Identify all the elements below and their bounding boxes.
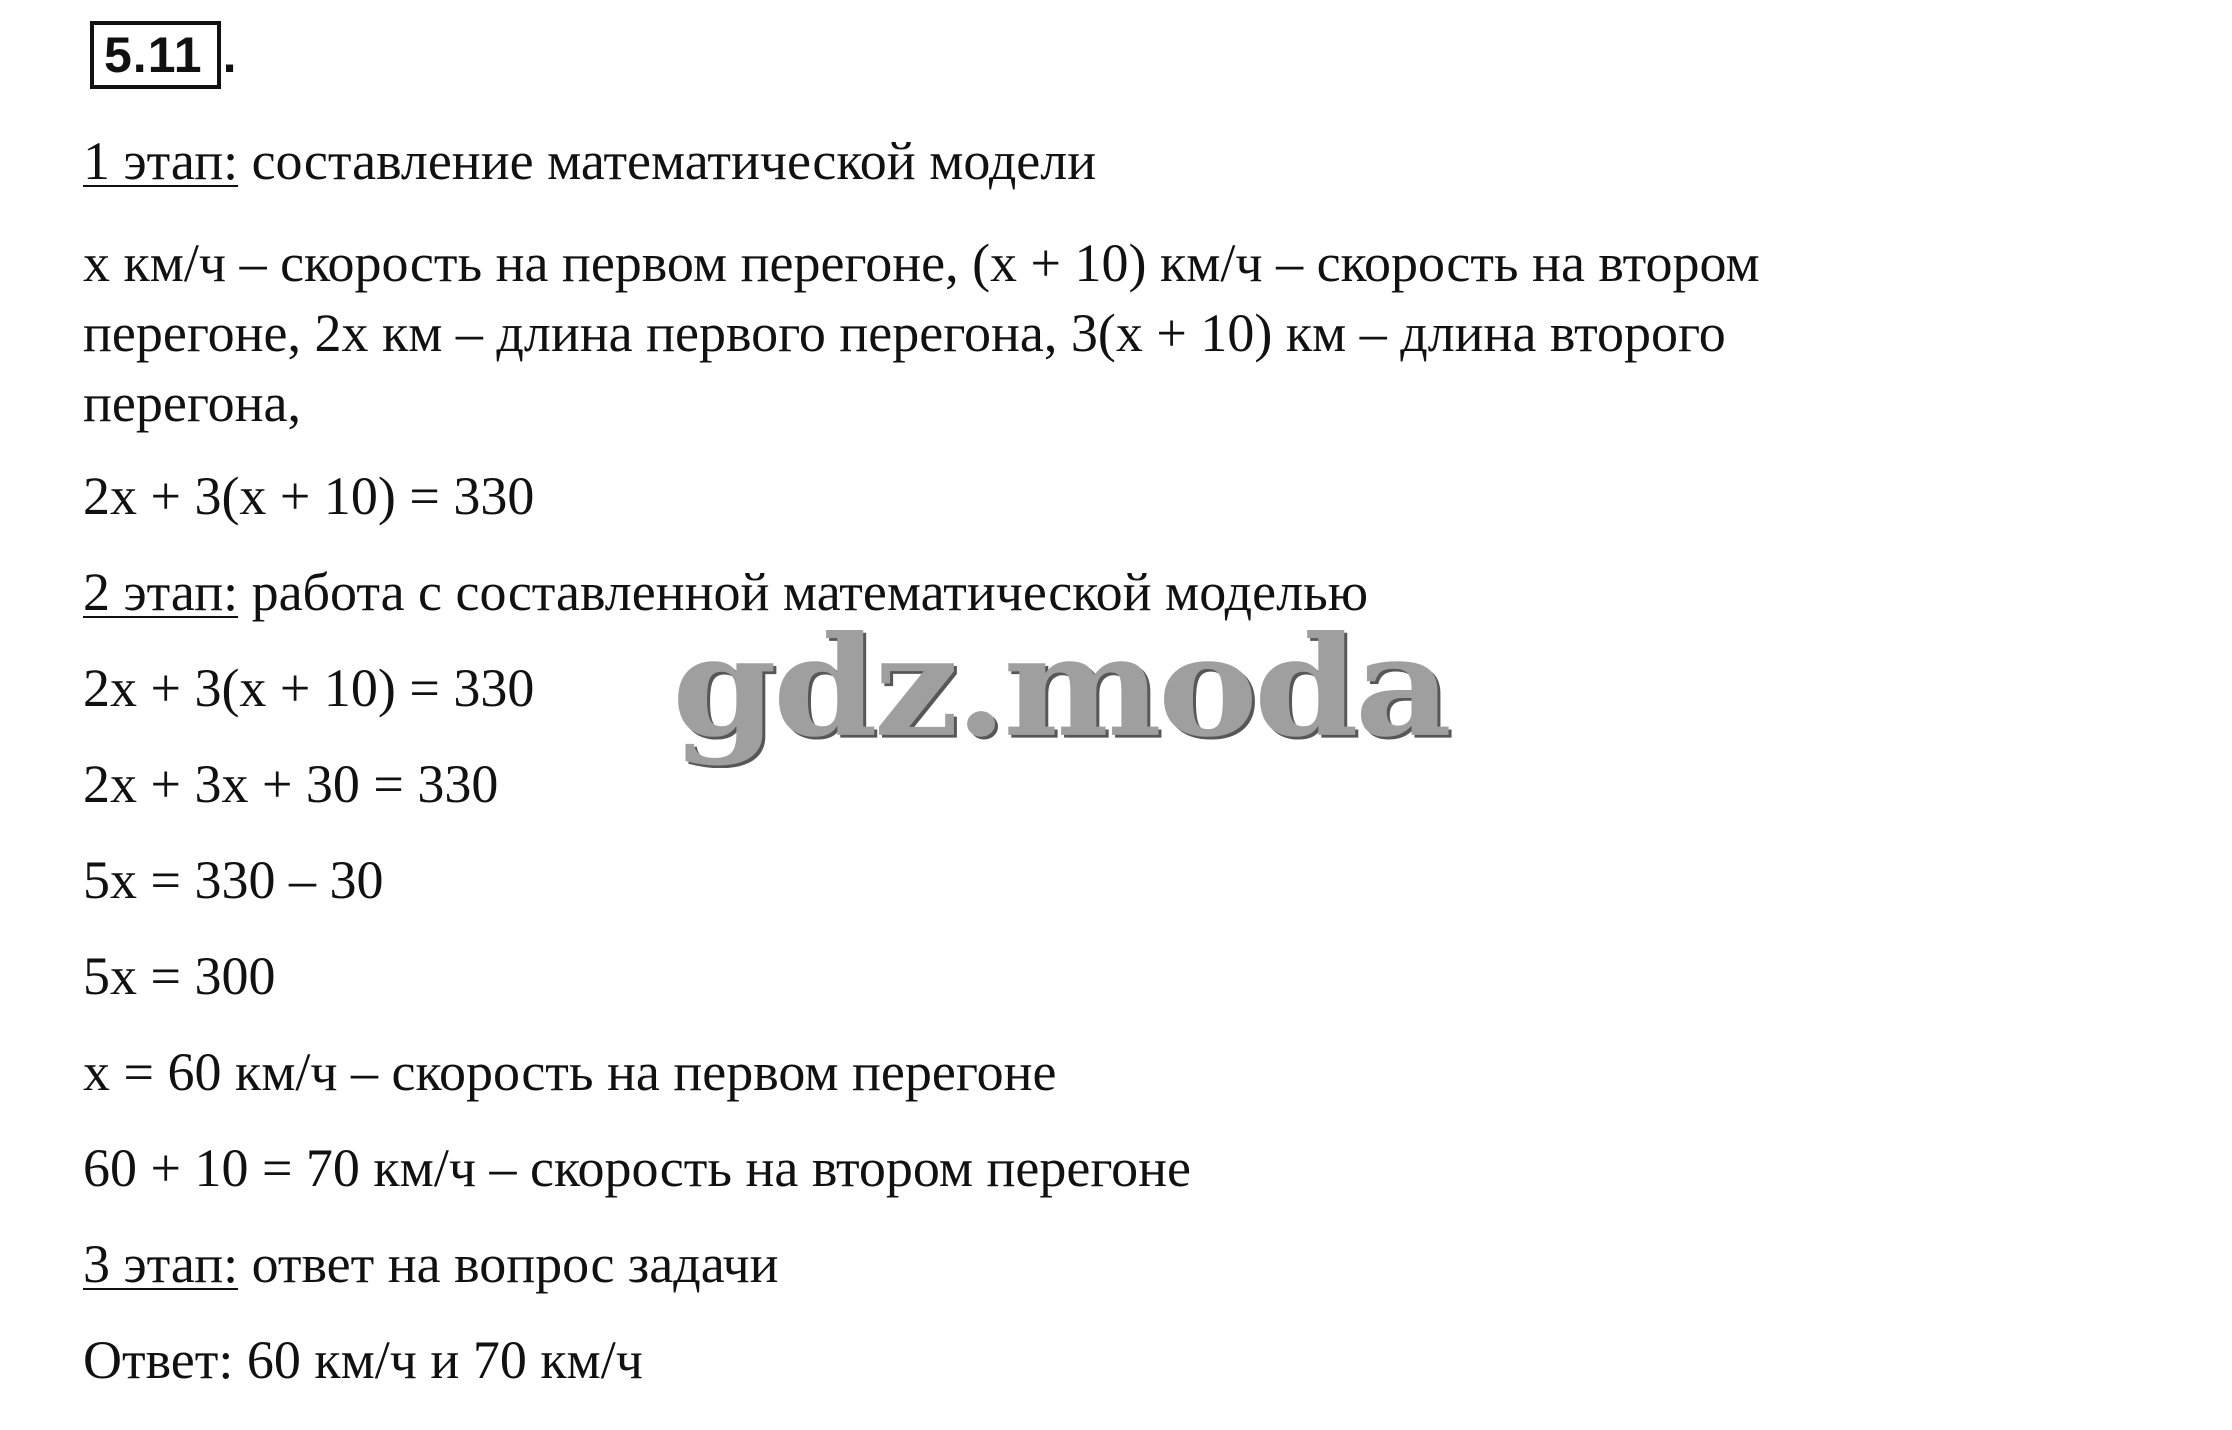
answer: Ответ: 60 км/ч и 70 км/ч <box>83 1330 643 1390</box>
problem-number <box>90 22 236 88</box>
solution-step: 60 + 10 = 70 км/ч – скорость на втором перегоне <box>83 1138 1192 1198</box>
solution-step: 5x = 300 <box>83 946 276 1006</box>
stage-1-label: 1 этап: <box>83 131 239 191</box>
model-description-line-3: перегона, <box>83 373 302 433</box>
problem-number-dot: . <box>222 27 237 83</box>
model-description-line-2: перегоне, 2x км – длина первого перегона, 3(x + 10) км – длина второго <box>83 303 1726 363</box>
problem-number-box: 5.11 <box>90 21 221 89</box>
solution-step: 5x = 330 – 30 <box>83 850 384 910</box>
solution-step: 2x + 3x + 30 = 330 <box>83 754 499 814</box>
stage-1-text: составление математической модели <box>238 131 1097 191</box>
stage-3-label: 3 этап: <box>83 1234 239 1294</box>
stage-1-heading <box>83 130 1096 192</box>
watermark: gdz.moda <box>672 606 1449 768</box>
model-description-line-1: x км/ч – скорость на первом перегоне, (x + 10) км/ч – скорость на втором <box>83 233 1760 293</box>
stage-3-text: ответ на вопрос задачи <box>238 1234 779 1294</box>
stage-2-text: работа с составленной математической моделью <box>238 562 1369 622</box>
solution-step: x = 60 км/ч – скорость на первом перегоне <box>83 1042 1057 1102</box>
stage-3-heading <box>83 1233 779 1295</box>
stage-2-label: 2 этап: <box>83 562 239 622</box>
equation-initial: 2x + 3(x + 10) = 330 <box>83 466 535 526</box>
model-description <box>83 228 2083 438</box>
solution-step: 2x + 3(x + 10) = 330 <box>83 658 535 718</box>
